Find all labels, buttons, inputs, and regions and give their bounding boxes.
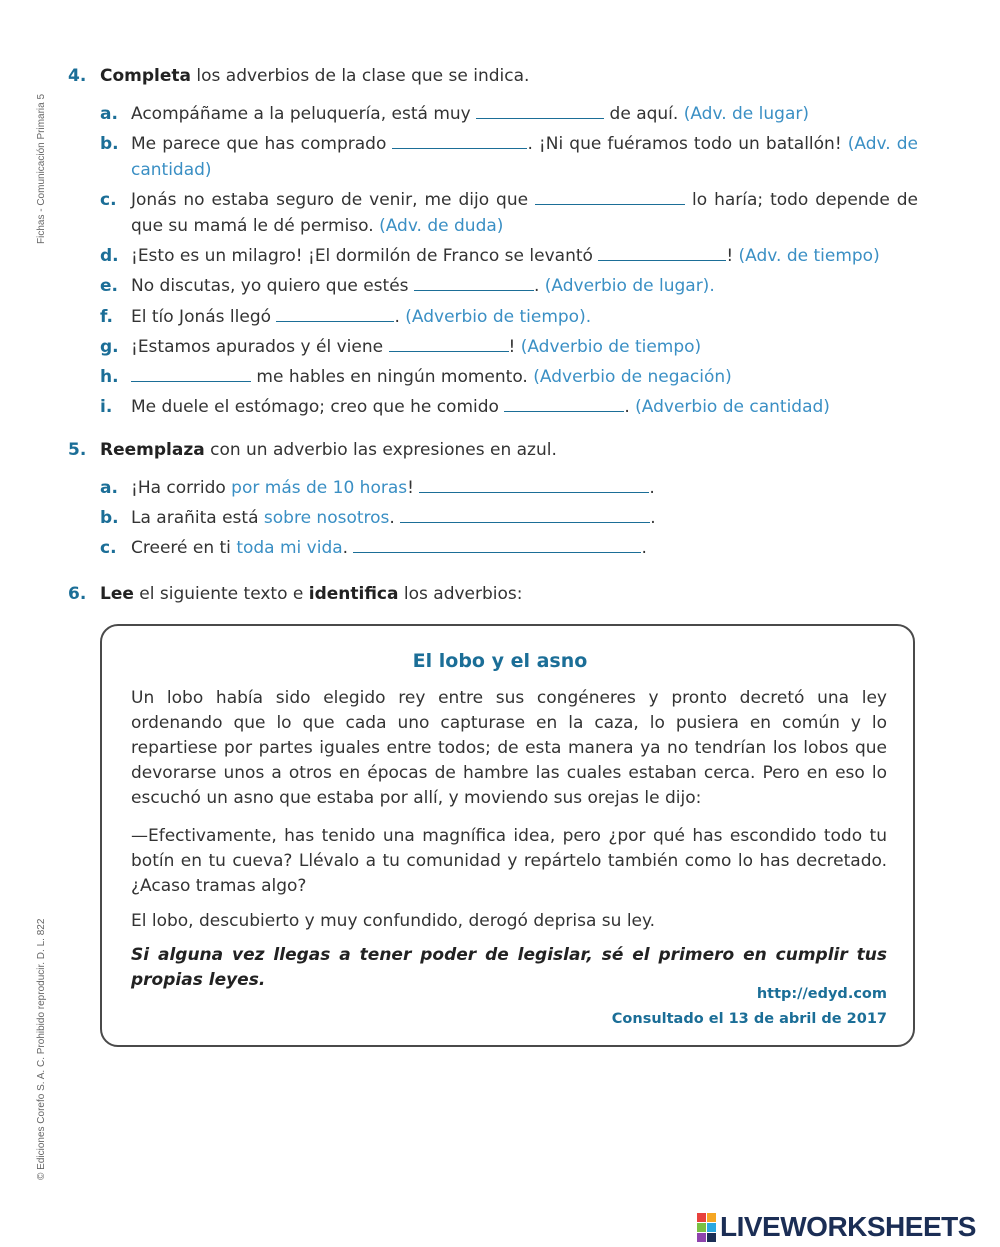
- q4-item-d: d. ¡Esto es un milagro! ¡El dormilón de Franco se levantó ! (Adv. de tiempo): [100, 243, 918, 269]
- story-paragraph-3: El lobo, descubierto y muy confundido, derogó deprisa su ley.: [131, 911, 656, 931]
- q5-item-c: c. Creeré en ti toda mi vida. .: [100, 535, 918, 561]
- side-text-copyright: © Ediciones Corefo S. A. C. Prohibido reproducir. D. L. 822: [36, 918, 47, 1180]
- liveworksheets-logo: [697, 1210, 976, 1244]
- q5-number: 5.: [68, 440, 87, 460]
- q5-item-b: b. La arañita está sobre nosotros. .: [100, 505, 918, 531]
- q4-item-i: i. Me duele el estómago; creo que he comido . (Adverbio de cantidad): [100, 394, 918, 420]
- story-title: El lobo y el asno: [412, 650, 588, 672]
- q4-item-c: c. Jonás no estaba seguro de venir, me dijo que lo haría; todo depende de que su mamá le dé permiso. (Adv. de duda): [100, 187, 918, 239]
- story-paragraph-2: —Efectivamente, has tenido una magnífica idea, pero ¿por qué has escondido todo tu botín en tu cueva? Llévalo a tu comunidad y repártelo también como lo has decretado. ¿Acaso tramas algo?: [131, 826, 887, 896]
- answer-blank[interactable]: [598, 243, 726, 261]
- q4-item-g: g. ¡Estamos apurados y él viene ! (Adverbio de tiempo): [100, 334, 918, 360]
- answer-blank[interactable]: [276, 304, 394, 322]
- q4-item-h: h. me hables en ningún momento. (Adverbio de negación): [100, 364, 918, 390]
- logo-blocks-icon: [697, 1213, 716, 1242]
- answer-blank[interactable]: [414, 273, 534, 291]
- q4-number: 4.: [68, 66, 87, 86]
- answer-blank[interactable]: [476, 101, 604, 119]
- source-date: Consultado el 13 de abril de 2017: [611, 1011, 887, 1027]
- answer-blank[interactable]: [419, 475, 649, 493]
- story-moral: Si alguna vez llegas a tener poder de legislar, sé el primero en cumplir tus propias leyes.: [131, 945, 887, 990]
- answer-blank[interactable]: [535, 187, 685, 205]
- q4-item-e: e. No discutas, yo quiero que estés . (Adverbio de lugar).: [100, 273, 918, 299]
- answer-blank[interactable]: [504, 394, 624, 412]
- answer-blank[interactable]: [389, 334, 509, 352]
- side-text-series: Fichas - Comunicación Primaria 5: [36, 93, 47, 244]
- q6-instruction: Lee el siguiente texto e identifica los adverbios:: [100, 584, 523, 604]
- q4-item-a: a. Acompáñame a la peluquería, está muy de aquí. (Adv. de lugar): [100, 101, 918, 127]
- logo-text: LIVEWORKSHEETS: [720, 1211, 976, 1242]
- story-paragraph-1: Un lobo había sido elegido rey entre sus congéneres y pronto decretó una ley ordenando que lo que cada uno capturase en la caza, lo pusiera en común y lo repartiese por partes iguales entre todos; de esta manera ya no tendrían los lobos que devorarse unos a otros en épocas de hambre las cuales estaban cerca. Pero en eso lo escuchó un asno que estaba por allí, y moviendo sus orejas le dijo:: [131, 688, 887, 808]
- answer-blank[interactable]: [353, 535, 641, 553]
- answer-blank[interactable]: [131, 364, 251, 382]
- q5-item-a: a. ¡Ha corrido por más de 10 horas! .: [100, 475, 918, 501]
- answer-blank[interactable]: [400, 505, 650, 523]
- q5-instruction: Reemplaza con un adverbio las expresiones en azul.: [100, 440, 557, 460]
- q6-number: 6.: [68, 584, 87, 604]
- q4-instruction: Completa los adverbios de la clase que se indica.: [100, 66, 530, 86]
- q4-item-b: b. Me parece que has comprado . ¡Ni que fuéramos todo un batallón! (Adv. de cantidad): [100, 131, 918, 183]
- source-url[interactable]: http://edyd.com: [756, 986, 887, 1002]
- answer-blank[interactable]: [392, 131, 527, 149]
- q4-item-f: f. El tío Jonás llegó . (Adverbio de tiempo).: [100, 304, 918, 330]
